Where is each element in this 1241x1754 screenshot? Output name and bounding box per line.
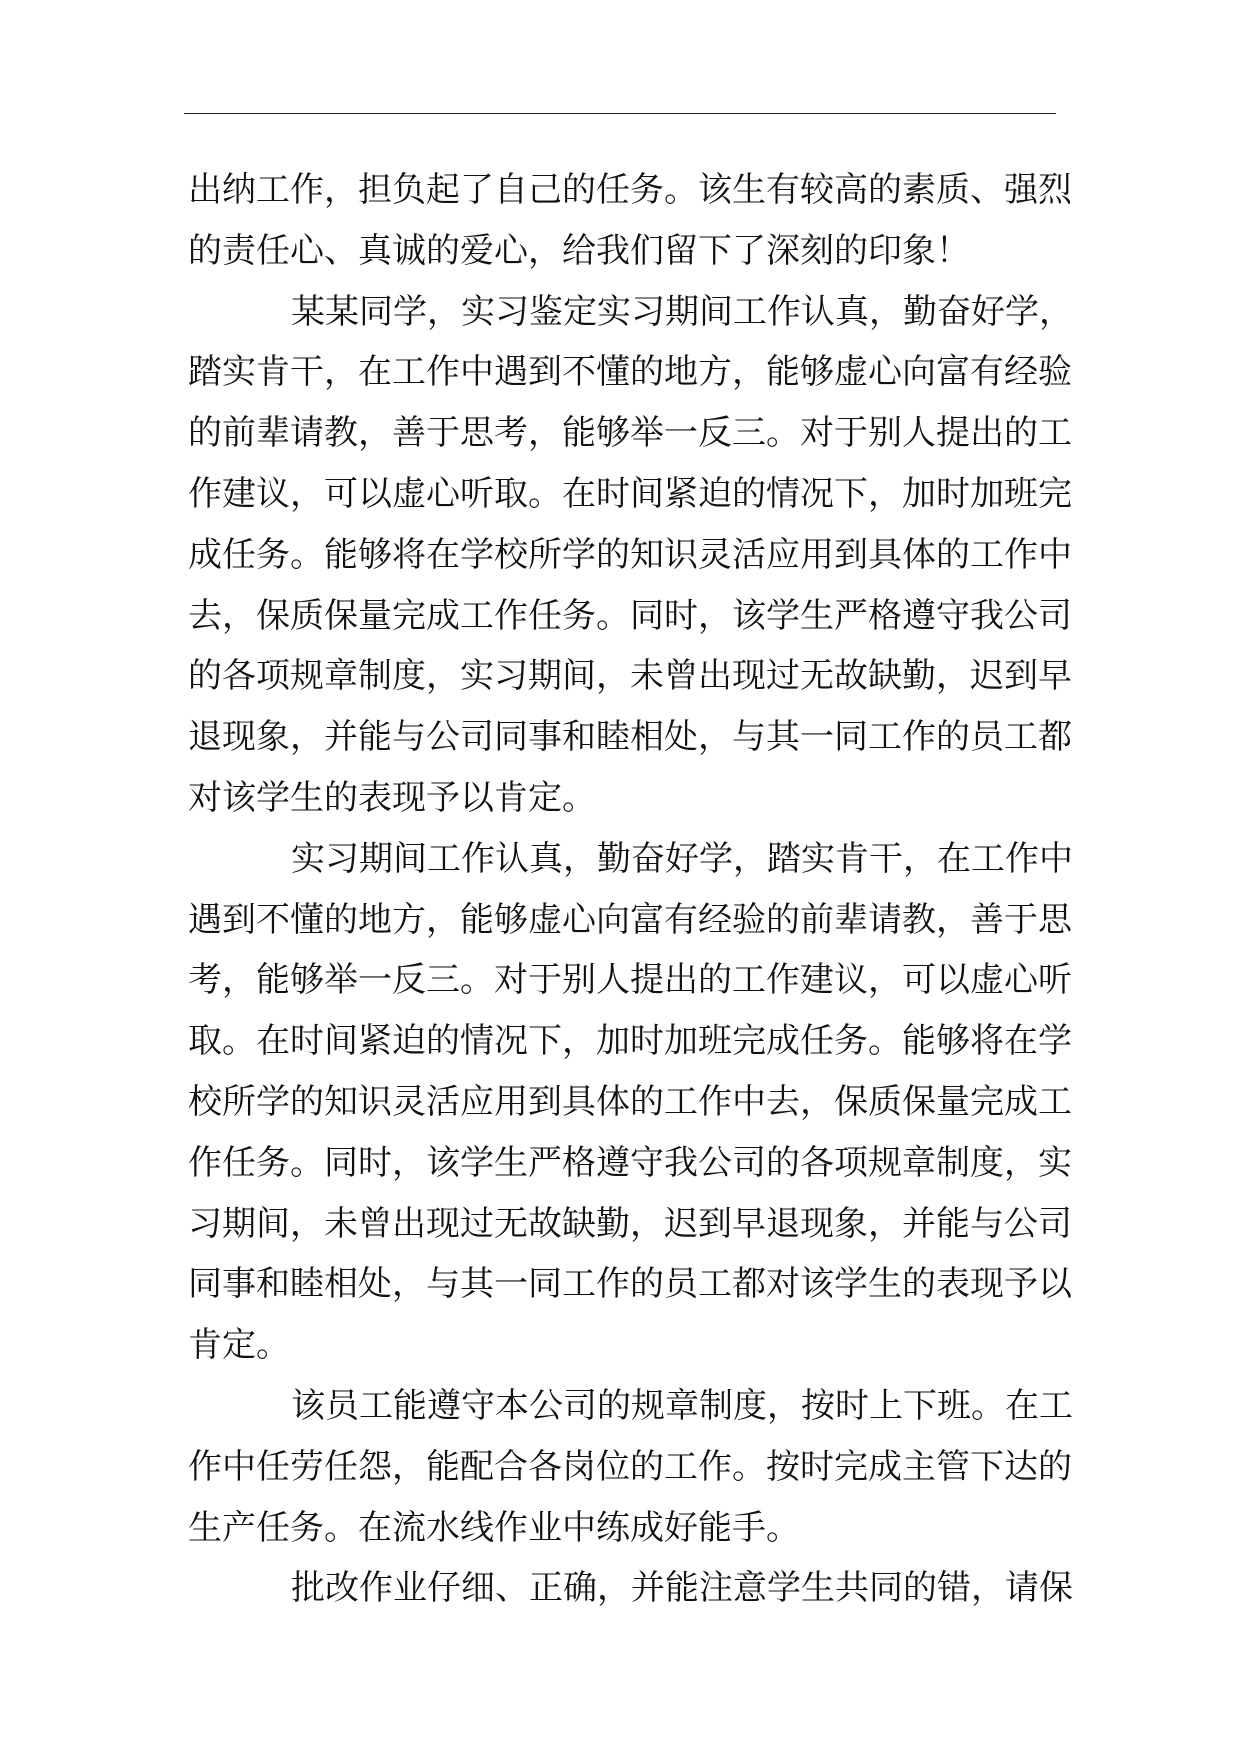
paragraph [188,1558,1073,1619]
text-line: 习期间，未曾出现过无故缺勤，迟到早退现象，并能与公司 [188,1203,1072,1244]
text-line: 作中任劳任怨，能配合各岗位的工作。按时完成主管下达的 [188,1446,1072,1487]
paragraph [188,829,1073,1376]
text-line: 考，能够举一反三。对于别人提出的工作建议，可以虚心听 [188,960,1072,1001]
text-line: 某某同学，实习鉴定实习期间工作认真，勤奋好学， [291,291,1073,332]
text-line: 的责任心、真诚的爱心，给我们留下了深刻的印象！ [188,230,970,271]
text-line: 的前辈请教，善于思考，能够举一反三。对于别人提出的工 [188,413,1072,454]
text-line: 作建议，可以虚心听取。在时间紧迫的情况下，加时加班完 [188,473,1072,514]
text-line: 成任务。能够将在学校所学的知识灵活应用到具体的工作中 [188,534,1072,575]
text-line: 遇到不懂的地方，能够虚心向富有经验的前辈请教，善于思 [188,899,1072,940]
document-body [188,160,1073,1619]
paragraph [188,1376,1073,1558]
text-line: 生产任务。在流水线作业中练成好能手。 [188,1507,800,1548]
text-line: 去，保质保量完成工作任务。同时，该学生严格遵守我公司 [188,595,1072,636]
text-line: 该员工能遵守本公司的规章制度，按时上下班。在工 [291,1385,1073,1426]
text-line: 实习期间工作认真，勤奋好学，踏实肯干，在工作中 [291,838,1073,879]
paragraph [188,282,1073,829]
text-line: 对该学生的表现予以肯定。 [188,777,596,818]
text-line: 踏实肯干，在工作中遇到不懂的地方，能够虚心向富有经验 [188,352,1072,393]
text-line: 取。在时间紧迫的情况下，加时加班完成任务。能够将在学 [188,1021,1072,1062]
text-line: 出纳工作，担负起了自己的任务。该生有较高的素质、强烈 [188,170,1072,210]
text-line: 作任务。同时，该学生严格遵守我公司的各项规章制度，实 [188,1142,1072,1183]
header-rule [184,113,1056,114]
text-line: 的各项规章制度，实习期间，未曾出现过无故缺勤，迟到早 [188,656,1072,697]
text-line: 退现象，并能与公司同事和睦相处，与其一同工作的员工都 [188,717,1072,758]
text-line: 校所学的知识灵活应用到具体的工作中去，保质保量完成工 [188,1081,1072,1122]
paragraph [188,160,1072,282]
text-line: 肯定。 [188,1325,290,1366]
text-line: 同事和睦相处，与其一同工作的员工都对该学生的表现予以 [188,1264,1072,1305]
text-line: 批改作业仔细、正确，并能注意学生共同的错，请保 [291,1568,1073,1609]
